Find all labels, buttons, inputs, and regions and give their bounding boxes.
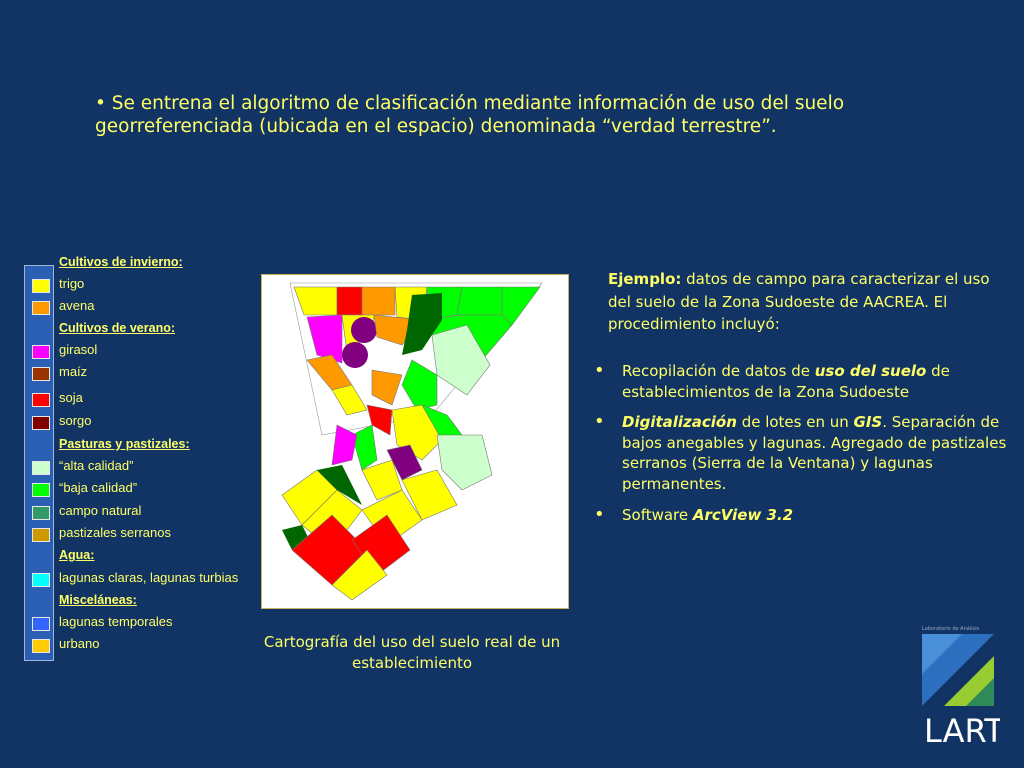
legend-label: lagunas claras, lagunas turbias bbox=[59, 570, 239, 585]
legend-label: avena bbox=[59, 298, 95, 313]
example-paragraph bbox=[608, 268, 1008, 336]
bullet-dot: • bbox=[594, 504, 605, 525]
legend-label: urbano bbox=[59, 636, 100, 651]
legend-swatch bbox=[32, 573, 50, 587]
legend-label: trigo bbox=[59, 276, 85, 291]
legend-swatch bbox=[32, 345, 50, 359]
legend-group-heading: Cultivos de verano: bbox=[59, 321, 175, 335]
map-caption: Cartografía del uso del suelo real de un establecimiento bbox=[263, 633, 561, 672]
lart-logo-mark bbox=[920, 624, 1000, 746]
bullet-2-emphasis-2: GIS bbox=[853, 413, 883, 431]
legend-label: lagunas temporales bbox=[59, 614, 173, 629]
example-text: datos de campo para caracterizar el uso del suelo de la Zona Sudoeste de AACREA. El procedimiento incluyó: bbox=[608, 270, 990, 333]
bullet-3-emphasis: ArcView 3.2 bbox=[692, 506, 794, 524]
legend-swatch bbox=[32, 461, 50, 475]
legend-swatch bbox=[32, 483, 50, 497]
legend-label: maíz bbox=[59, 364, 88, 379]
legend-swatch bbox=[32, 617, 50, 631]
example-lead: Ejemplo: bbox=[608, 270, 682, 288]
land-use-map-image bbox=[262, 275, 568, 608]
legend-swatch bbox=[32, 506, 50, 520]
bullet-1-post: de establecimientos de la Zona Sudoeste bbox=[622, 362, 950, 401]
lart-logo bbox=[920, 624, 1000, 746]
legend-swatch bbox=[32, 367, 50, 381]
land-use-map bbox=[261, 274, 569, 609]
bullet-text-1 bbox=[622, 361, 1018, 402]
bullet-dot: • bbox=[594, 360, 605, 381]
bullet-2-emphasis-1: Digitalización bbox=[622, 413, 737, 431]
legend-swatch bbox=[32, 528, 50, 542]
bullet-text-2 bbox=[622, 412, 1018, 494]
legend-group-heading: Pasturas y pastizales: bbox=[59, 437, 190, 451]
svg-text:Laboratorio de Análisis: Laboratorio de Análisis bbox=[922, 626, 980, 632]
legend-label: pastizales serranos bbox=[59, 525, 171, 540]
bullet-1-emphasis: uso del suelo bbox=[814, 362, 927, 380]
legend-swatch bbox=[32, 416, 50, 430]
bullet-dot: • bbox=[594, 411, 605, 432]
legend-label: soja bbox=[59, 390, 83, 405]
bullet-2-mid: de lotes en un bbox=[736, 413, 854, 431]
legend-label: campo natural bbox=[59, 503, 142, 518]
legend-label: sorgo bbox=[59, 413, 92, 428]
legend-group-heading: Misceláneas: bbox=[59, 593, 137, 607]
bullet-3-pre: Software bbox=[622, 506, 693, 524]
legend-swatch bbox=[32, 393, 50, 407]
legend-label: girasol bbox=[59, 342, 98, 357]
legend-swatch bbox=[32, 301, 50, 315]
legend-swatch bbox=[32, 279, 50, 293]
legend-label: “alta calidad” bbox=[59, 458, 134, 473]
legend-group-heading: Agua: bbox=[59, 548, 95, 562]
legend-group-heading: Cultivos de invierno: bbox=[59, 255, 183, 269]
legend-swatch bbox=[32, 639, 50, 653]
intro-paragraph: • Se entrena el algoritmo de clasificación mediante información de uso del suelo georreferenciada (ubicada en el espacio) denominada “verdad terrestre”. bbox=[95, 93, 845, 137]
legend-label: “baja calidad” bbox=[59, 480, 138, 495]
svg-text:LART: LART bbox=[924, 712, 1000, 746]
bullet-1-pre: Recopilación de datos de bbox=[622, 362, 815, 380]
bullet-text-3 bbox=[622, 505, 1018, 526]
bullet-2-post: . Separación de bajos anegables y lagunas. Agregado de pastizales serranos (Sierra de la Ventana) y lagunas permanentes. bbox=[622, 413, 1007, 493]
